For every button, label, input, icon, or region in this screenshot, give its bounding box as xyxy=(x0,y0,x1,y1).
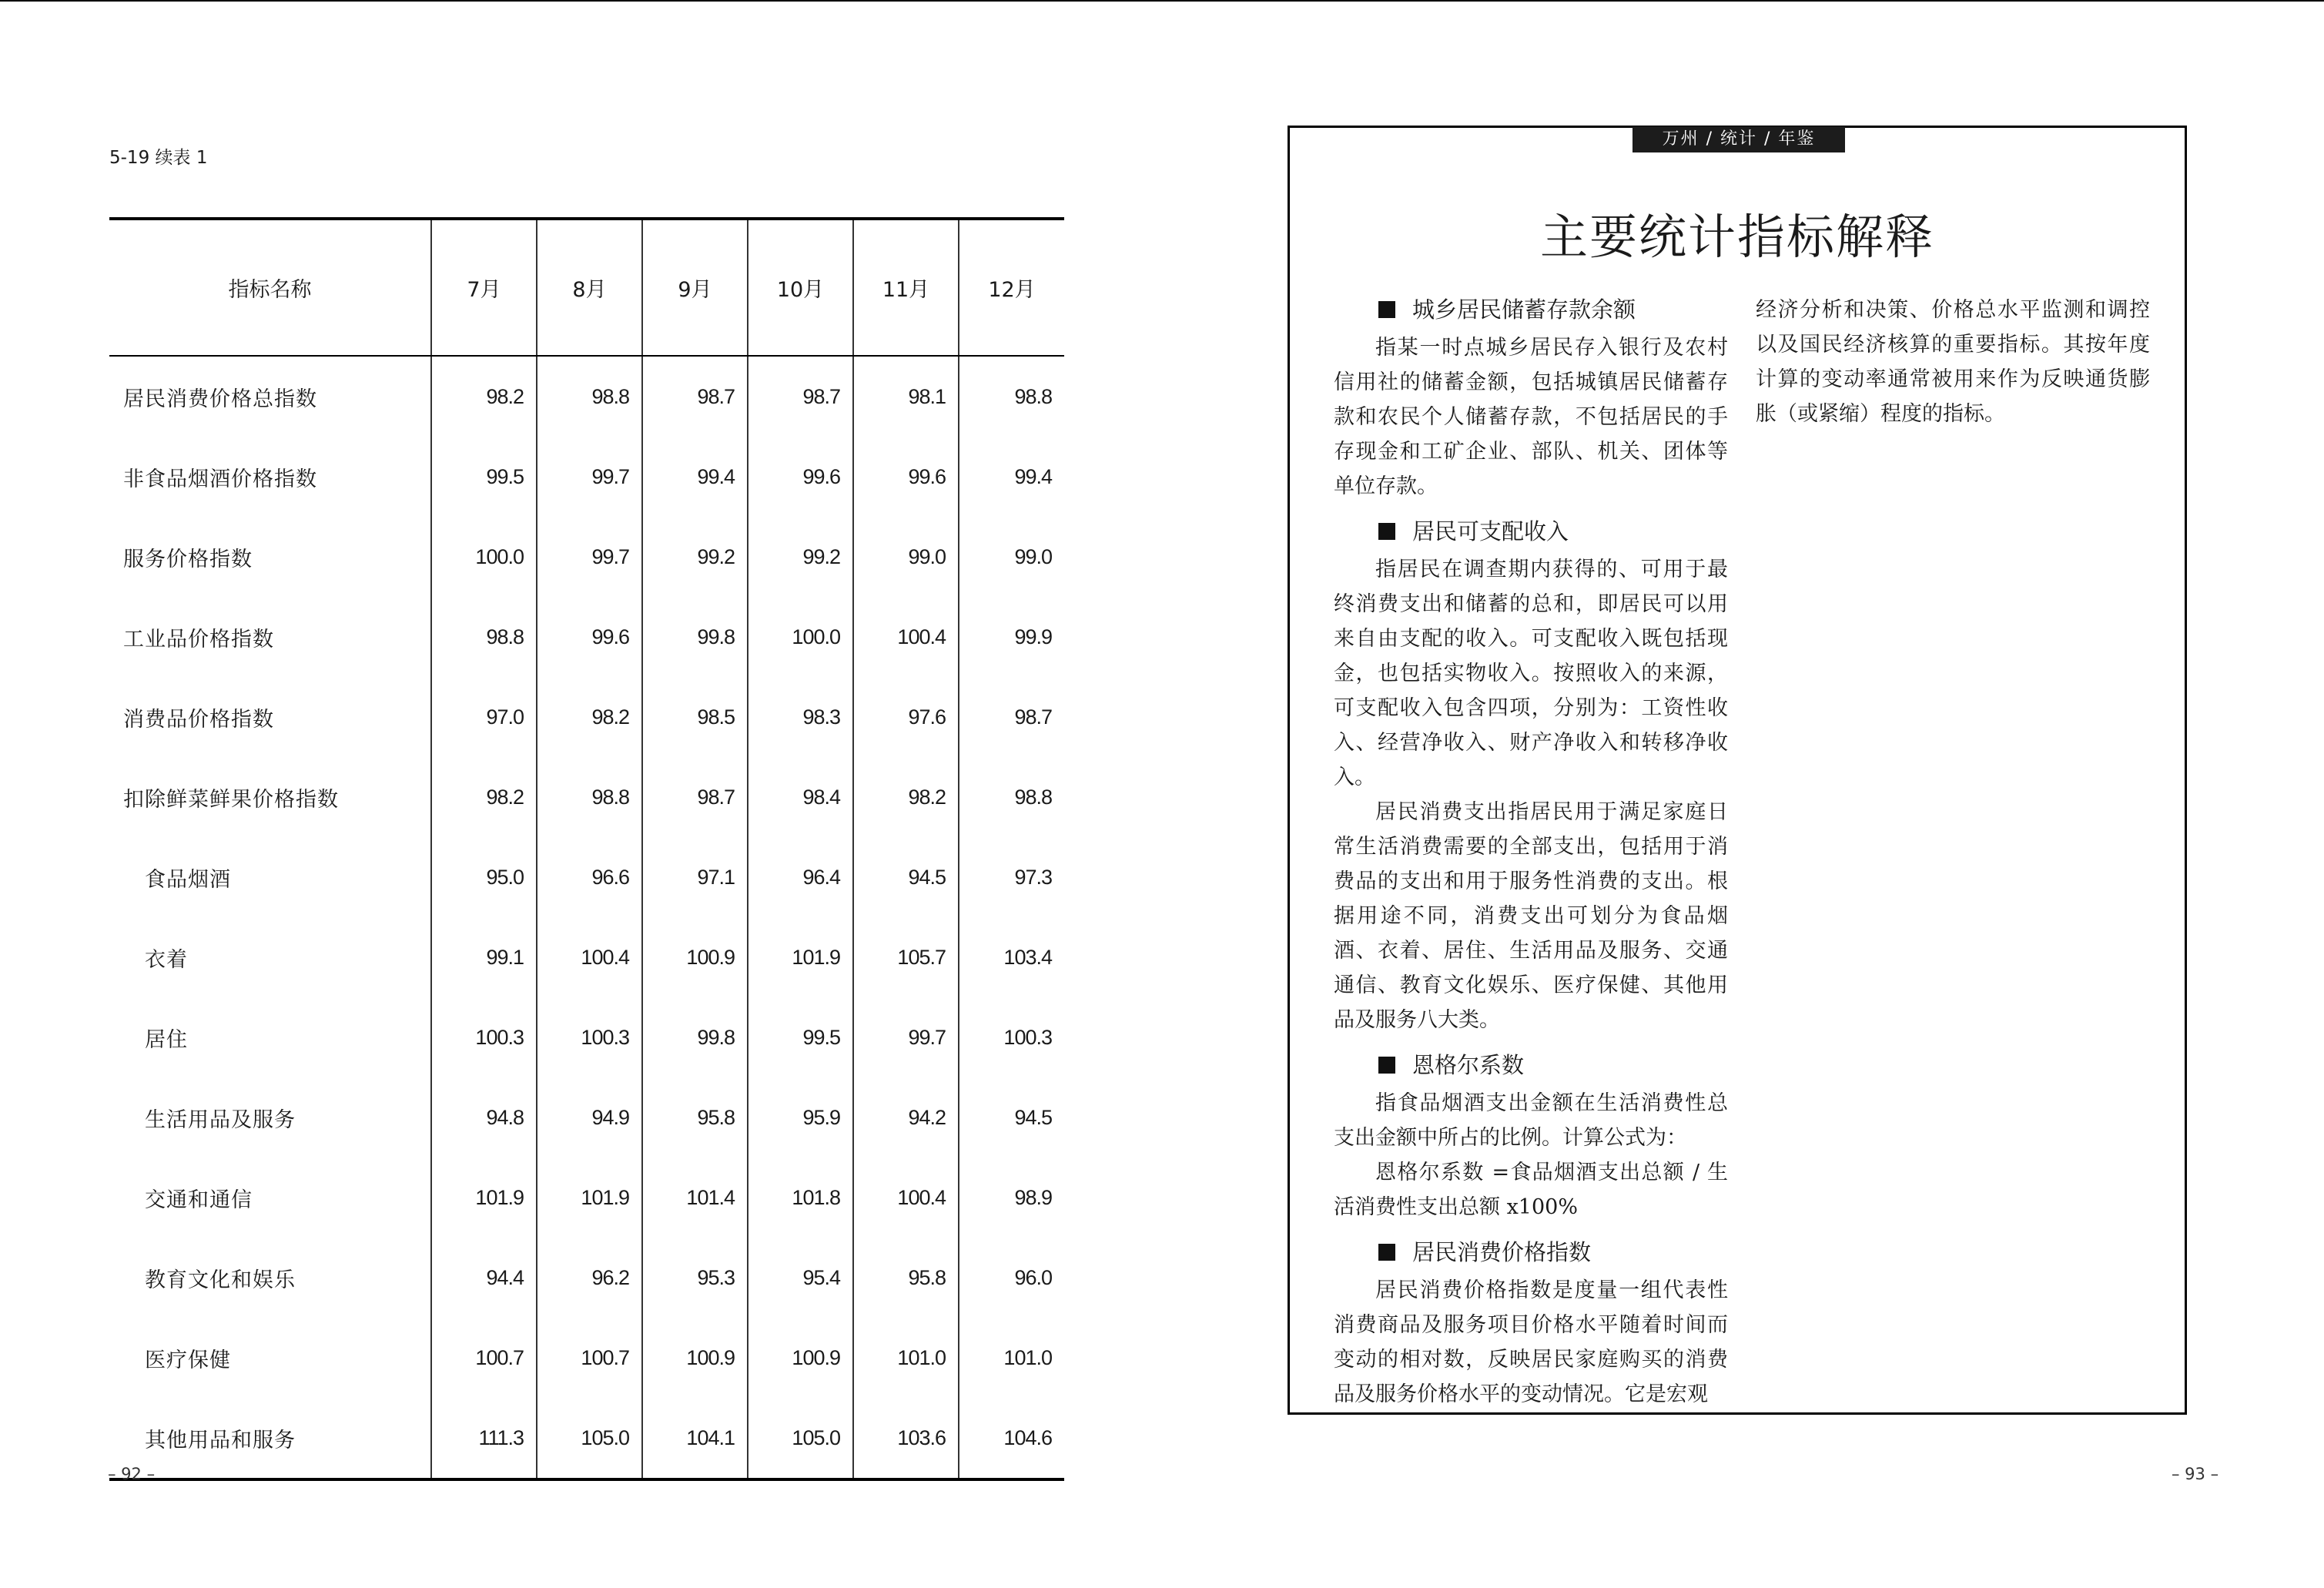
table-row xyxy=(109,1318,1064,1398)
index-value-cell: 94.5 xyxy=(959,1077,1064,1157)
index-value-cell: 99.8 xyxy=(642,997,748,1077)
explanation-column-right xyxy=(1756,293,2150,442)
indicator-name-cell: 非食品烟酒价格指数 xyxy=(123,467,317,491)
table-row xyxy=(109,1238,1064,1318)
index-value-cell: 104.1 xyxy=(642,1398,748,1479)
table-row xyxy=(109,1157,1064,1238)
index-value-cell: 98.4 xyxy=(748,757,853,837)
index-value-cell: 97.0 xyxy=(431,677,537,757)
index-value-cell: 100.3 xyxy=(537,997,642,1077)
indicator-name-cell: 生活用品及服务 xyxy=(145,1107,296,1132)
index-value-cell: 99.7 xyxy=(537,437,642,517)
index-value-cell: 99.2 xyxy=(642,517,748,597)
index-value-cell: 100.7 xyxy=(431,1318,537,1398)
index-value-cell: 100.9 xyxy=(748,1318,853,1398)
table-row xyxy=(109,597,1064,677)
index-value-cell: 99.5 xyxy=(431,437,537,517)
indicator-name-cell: 教育文化和娱乐 xyxy=(145,1268,296,1292)
index-value-cell: 99.4 xyxy=(959,437,1064,517)
section-paragraph: 指某一时点城乡居民存入银行及农村信用社的储蓄金额，包括城镇居民储蓄存款和农民个人储蓄存款，不包括居民的手存现金和工矿企业、部队、机关、团体等单位存款。 xyxy=(1334,336,1728,498)
indicator-name-cell: 消费品价格指数 xyxy=(123,707,274,732)
index-value-cell: 95.9 xyxy=(748,1077,853,1157)
index-value-cell: 99.5 xyxy=(748,997,853,1077)
header-month: 12月 xyxy=(959,219,1064,356)
index-value-cell: 105.0 xyxy=(537,1398,642,1479)
table-row xyxy=(109,917,1064,997)
section-paragraph: 居民消费价格指数是度量一组代表性消费商品及服务项目价格水平随着时间而变动的相对数，反映居民家庭购买的消费品及服务价格水平的变动情况。它是宏观 xyxy=(1334,1278,1728,1406)
section-heading-text: 居民消费价格指数 xyxy=(1412,1239,1592,1265)
section-heading-text: 居民可支配收入 xyxy=(1412,518,1569,544)
square-bullet-icon xyxy=(1378,1057,1395,1074)
index-value-cell: 100.4 xyxy=(537,917,642,997)
index-value-cell: 99.7 xyxy=(537,517,642,597)
indicator-name-cell: 衣着 xyxy=(145,947,188,972)
header-month: 7月 xyxy=(431,219,537,356)
index-value-cell: 103.4 xyxy=(959,917,1064,997)
page-number-right: – 93 – xyxy=(2172,1465,2219,1483)
index-value-cell: 95.8 xyxy=(642,1077,748,1157)
square-bullet-icon xyxy=(1378,301,1395,318)
index-value-cell: 98.9 xyxy=(959,1157,1064,1238)
top-border-rule xyxy=(0,0,2324,2)
index-value-cell: 96.4 xyxy=(748,837,853,917)
index-value-cell: 94.2 xyxy=(853,1077,959,1157)
index-value-cell: 105.7 xyxy=(853,917,959,997)
section-heading xyxy=(1334,293,1728,327)
table-row xyxy=(109,517,1064,597)
index-value-cell: 98.7 xyxy=(748,356,853,437)
header-month: 10月 xyxy=(748,219,853,356)
index-value-cell: 99.7 xyxy=(853,997,959,1077)
section-paragraph: 指食品烟酒支出金额在生活消费性总支出金额中所占的比例。计算公式为： xyxy=(1334,1091,1728,1150)
index-value-cell: 95.8 xyxy=(853,1238,959,1318)
index-value-cell: 95.3 xyxy=(642,1238,748,1318)
index-value-cell: 98.8 xyxy=(959,356,1064,437)
indicator-name-cell: 居民消费价格总指数 xyxy=(123,387,317,411)
index-value-cell: 100.0 xyxy=(748,597,853,677)
index-value-cell: 101.9 xyxy=(431,1157,537,1238)
index-value-cell: 103.6 xyxy=(853,1398,959,1479)
index-value-cell: 98.2 xyxy=(853,757,959,837)
table-row xyxy=(109,997,1064,1077)
table-header-row xyxy=(109,219,1064,356)
index-value-cell: 100.7 xyxy=(537,1318,642,1398)
indicator-name-cell: 医疗保健 xyxy=(145,1348,231,1372)
yearbook-brand-tab: 万州 / 统计 / 年鉴 xyxy=(1632,126,1845,152)
index-value-cell: 100.3 xyxy=(959,997,1064,1077)
indicator-name-cell: 交通和通信 xyxy=(145,1188,253,1212)
header-month: 8月 xyxy=(537,219,642,356)
index-value-cell: 100.3 xyxy=(431,997,537,1077)
index-value-cell: 100.4 xyxy=(853,1157,959,1238)
table-row xyxy=(109,677,1064,757)
index-value-cell: 98.7 xyxy=(642,356,748,437)
index-value-cell: 100.9 xyxy=(642,1318,748,1398)
index-value-cell: 99.8 xyxy=(642,597,748,677)
table-row xyxy=(109,1077,1064,1157)
square-bullet-icon xyxy=(1378,1244,1395,1261)
index-value-cell: 105.0 xyxy=(748,1398,853,1479)
index-value-cell: 95.4 xyxy=(748,1238,853,1318)
index-value-cell: 98.5 xyxy=(642,677,748,757)
indicator-name-cell: 其他用品和服务 xyxy=(109,1398,431,1479)
page-number-left: – 92 – xyxy=(108,1465,156,1483)
index-value-cell: 99.6 xyxy=(748,437,853,517)
index-value-cell: 101.9 xyxy=(748,917,853,997)
index-value-cell: 99.0 xyxy=(959,517,1064,597)
index-value-cell: 99.0 xyxy=(853,517,959,597)
formula-paragraph: 恩格尔系数 =食品烟酒支出总额 / 生活消费性支出总额 x100% xyxy=(1334,1161,1728,1219)
index-value-cell: 98.8 xyxy=(537,356,642,437)
index-value-cell: 100.4 xyxy=(853,597,959,677)
indicator-name-cell: 扣除鲜菜鲜果价格指数 xyxy=(123,787,339,812)
index-value-cell: 98.2 xyxy=(431,356,537,437)
header-month: 9月 xyxy=(642,219,748,356)
section-heading xyxy=(1334,514,1728,549)
header-month: 11月 xyxy=(853,219,959,356)
index-value-cell: 98.7 xyxy=(642,757,748,837)
section-heading-text: 城乡居民储蓄存款余额 xyxy=(1412,296,1636,323)
price-index-table xyxy=(109,217,1064,1481)
index-value-cell: 98.7 xyxy=(959,677,1064,757)
table-caption: 5-19 续表 1 xyxy=(109,148,208,168)
index-value-cell: 94.4 xyxy=(431,1238,537,1318)
section-heading xyxy=(1334,1235,1728,1270)
index-value-cell: 96.0 xyxy=(959,1238,1064,1318)
index-value-cell: 96.2 xyxy=(537,1238,642,1318)
index-value-cell: 98.2 xyxy=(431,757,537,837)
index-value-cell: 97.1 xyxy=(642,837,748,917)
section-paragraph-continued: 经济分析和决策、价格总水平监测和调控以及国民经济核算的重要指标。其按年度计算的变动率通常被用来作为反映通货膨胀（或紧缩）程度的指标。 xyxy=(1756,298,2150,426)
section-heading-text: 恩格尔系数 xyxy=(1412,1052,1525,1078)
index-value-cell: 98.8 xyxy=(537,757,642,837)
square-bullet-icon xyxy=(1378,523,1395,540)
index-value-cell: 99.1 xyxy=(431,917,537,997)
index-value-cell: 97.6 xyxy=(853,677,959,757)
index-value-cell: 100.9 xyxy=(642,917,748,997)
indicator-name-cell: 居住 xyxy=(145,1027,188,1052)
index-value-cell: 98.1 xyxy=(853,356,959,437)
index-value-cell: 101.9 xyxy=(537,1157,642,1238)
index-value-cell: 98.3 xyxy=(748,677,853,757)
explanation-column-left xyxy=(1334,293,1728,1422)
index-value-cell: 100.0 xyxy=(431,517,537,597)
index-value-cell: 97.3 xyxy=(959,837,1064,917)
index-value-cell: 101.8 xyxy=(748,1157,853,1238)
index-value-cell: 99.6 xyxy=(537,597,642,677)
index-value-cell: 101.0 xyxy=(853,1318,959,1398)
table-row xyxy=(109,356,1064,437)
table-row xyxy=(109,437,1064,517)
table-row xyxy=(109,757,1064,837)
index-value-cell: 95.0 xyxy=(431,837,537,917)
index-value-cell: 101.0 xyxy=(959,1318,1064,1398)
table-row xyxy=(109,837,1064,917)
index-value-cell: 96.6 xyxy=(537,837,642,917)
index-value-cell: 99.2 xyxy=(748,517,853,597)
section-paragraph: 居民消费支出指居民用于满足家庭日常生活消费需要的全部支出，包括用于消费品的支出和用于服务性消费的支出。根据用途不同，消费支出可划分为食品烟酒、衣着、居住、生活用品及服务、交通通信、教育文化娱乐、医疗保健、其他用品及服务八大类。 xyxy=(1334,800,1728,1032)
indicator-name-cell: 工业品价格指数 xyxy=(123,627,274,652)
index-value-cell: 99.4 xyxy=(642,437,748,517)
index-value-cell: 94.8 xyxy=(431,1077,537,1157)
page-title: 主要统计指标解释 xyxy=(1539,209,1934,265)
index-value-cell: 98.8 xyxy=(959,757,1064,837)
section-heading xyxy=(1334,1048,1728,1083)
indicator-name-cell: 服务价格指数 xyxy=(123,547,253,571)
index-value-cell: 94.5 xyxy=(853,837,959,917)
index-value-cell: 98.8 xyxy=(431,597,537,677)
index-value-cell: 99.9 xyxy=(959,597,1064,677)
table-row xyxy=(109,1398,1064,1479)
index-value-cell: 99.6 xyxy=(853,437,959,517)
indicator-name-cell: 食品烟酒 xyxy=(145,867,231,892)
index-value-cell: 104.6 xyxy=(959,1398,1064,1479)
header-indicator-name: 指标名称 xyxy=(109,219,431,356)
index-value-cell: 98.2 xyxy=(537,677,642,757)
index-value-cell: 94.9 xyxy=(537,1077,642,1157)
section-paragraph: 指居民在调查期内获得的、可用于最终消费支出和储蓄的总和，即居民可以用来自由支配的收入。可支配收入既包括现金，也包括实物收入。按照收入的来源，可支配收入包含四项，分别为：工资性收入、经营净收入、财产净收入和转移净收入。 xyxy=(1334,558,1728,789)
index-value-cell: 101.4 xyxy=(642,1157,748,1238)
index-value-cell: 111.3 xyxy=(431,1398,537,1479)
